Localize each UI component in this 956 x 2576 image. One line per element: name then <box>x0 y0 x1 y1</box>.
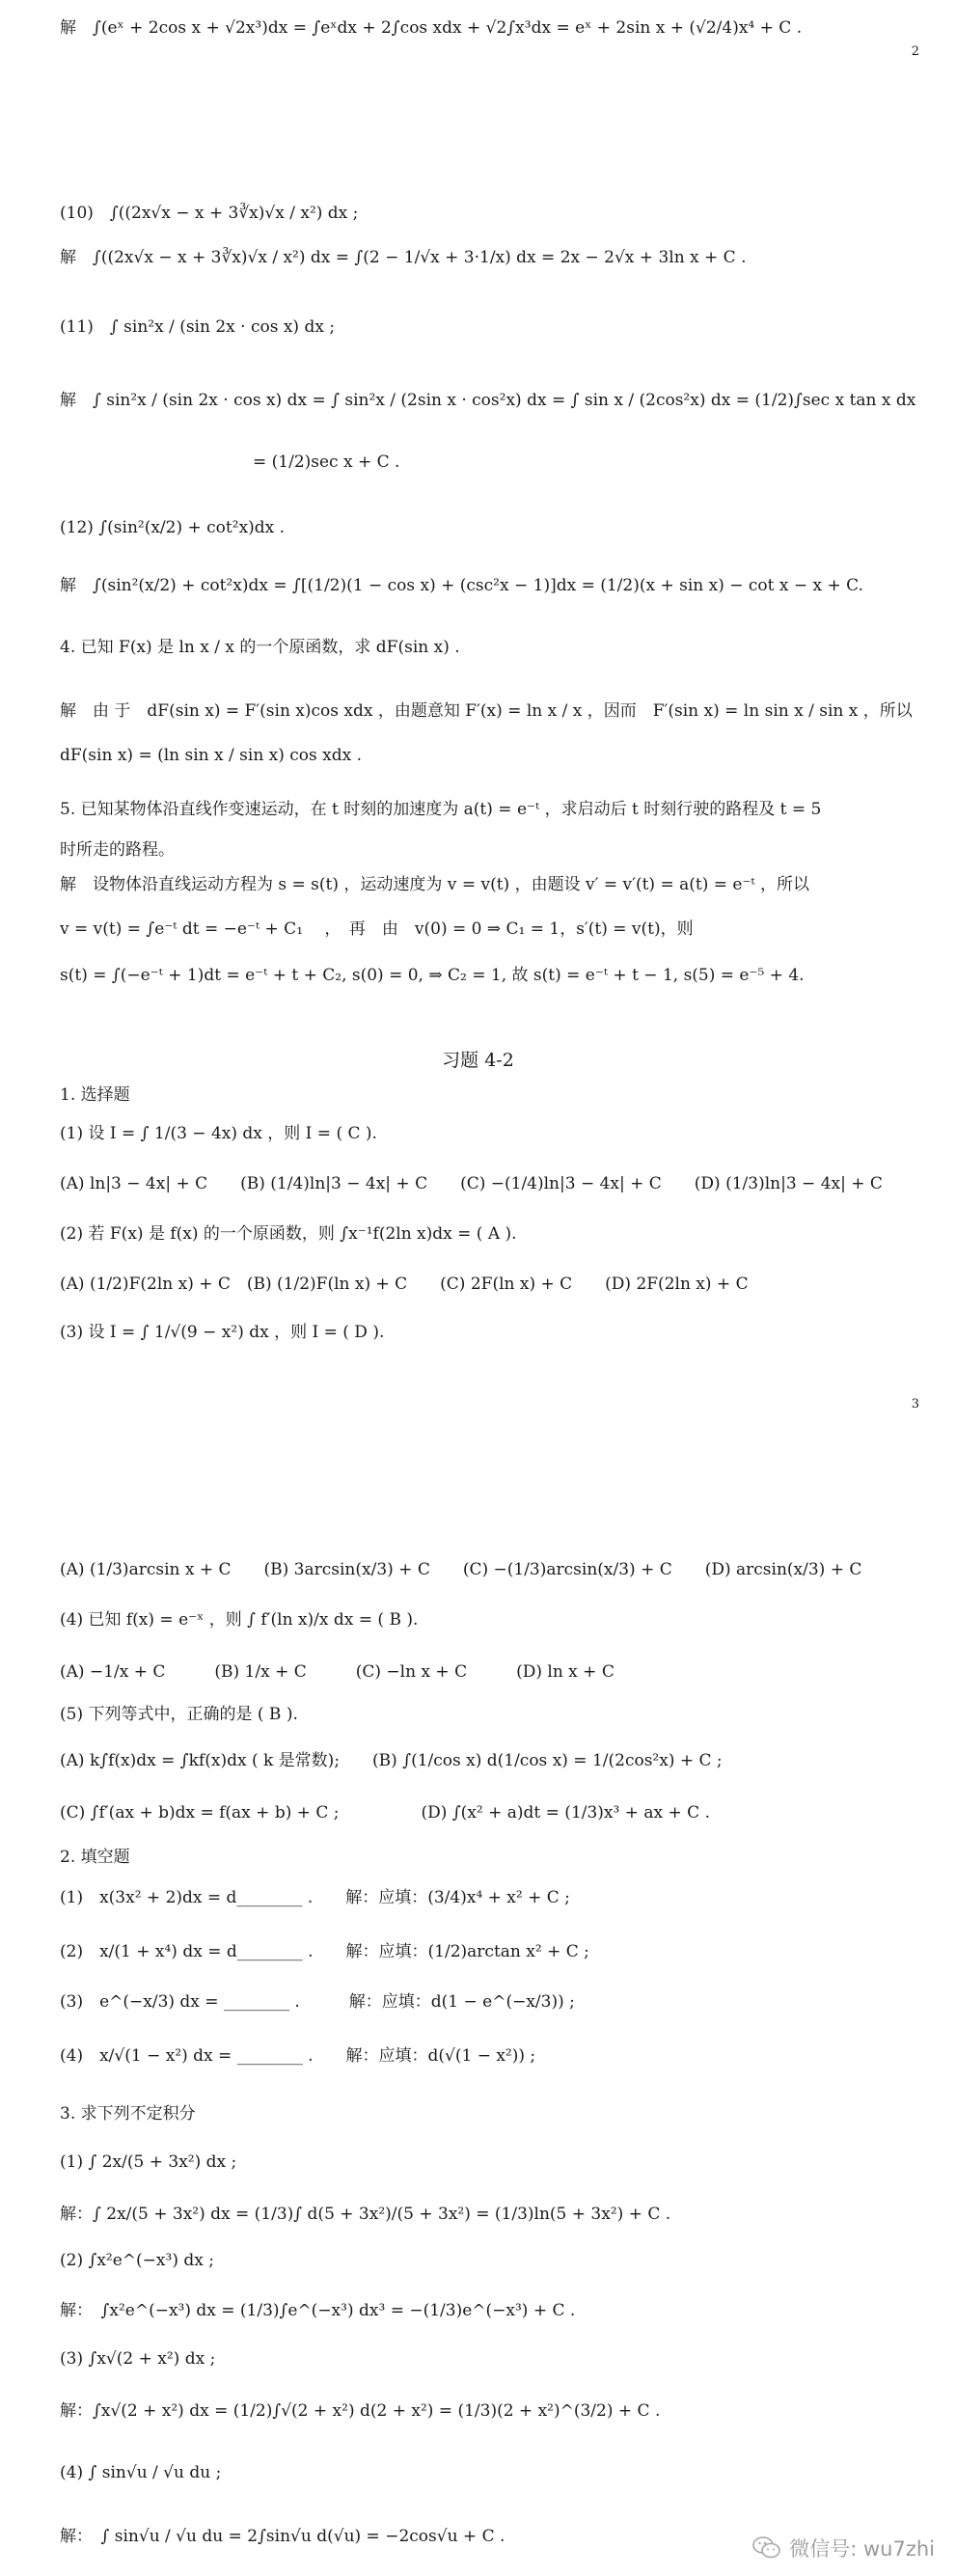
text-line: 解 ∫(eˣ + 2cos x + √2x³)dx = ∫eˣdx + 2∫cos xdx + √2∫x³dx = eˣ + 2sin x + (√2/4)x⁴ + C . <box>60 18 803 38</box>
text-line: 解 由 于 dF(sin x) = F′(sin x)cos xdx ，由题意知 F′(x) = ln x / x ，因而 F′(sin x) = ln sin x / sin x ，所以 <box>60 701 913 721</box>
text-line: 解： ∫x²e^(−x³) dx = (1/3)∫e^(−x³) dx³ = −(1/3)e^(−x³) + C . <box>60 2301 576 2320</box>
text-line: (3) 设 I = ∫ 1/√(9 − x²) dx ，则 I = ( D ). <box>60 1323 385 1342</box>
page-number: 2 <box>911 44 919 59</box>
text-line: (1) x(3x² + 2)dx = d________ . 解：应填：(3/4)x⁴ + x² + C ; <box>60 1888 570 1907</box>
text-line: 3. 求下列不定积分 <box>60 2104 196 2124</box>
wechat-icon <box>752 2535 781 2561</box>
section-title: 习题 4-2 <box>442 1050 514 1071</box>
text-line: (A) k∫f(x)dx = ∫kf(x)dx ( k 是常数); (B) ∫(1/cos x) d(1/cos x) = 1/(2cos²x) + C ; <box>60 1751 723 1770</box>
text-line: 解 设物体沿直线运动方程为 s = s(t) ，运动速度为 v = v(t) ，由题设 v′ = v′(t) = a(t) = e⁻ᵗ ，所以 <box>60 875 810 894</box>
text-line: 解 ∫ sin²x / (sin 2x · cos x) dx = ∫ sin²x / (2sin x · cos²x) dx = ∫ sin x / (2cos²x) dx = (1/2)∫sec x tan x dx <box>60 391 916 410</box>
page-number: 3 <box>911 1397 919 1411</box>
text-line: dF(sin x) = (ln sin x / sin x) cos xdx . <box>60 746 363 765</box>
text-line: = (1/2)sec x + C . <box>253 452 400 472</box>
text-line: (2) x/(1 + x⁴) dx = d________ . 解：应填：(1/2)arctan x² + C ; <box>60 1942 589 1961</box>
text-line: 1. 选择题 <box>60 1085 130 1105</box>
text-line: (A) (1/2)F(2ln x) + C (B) (1/2)F(ln x) + C (C) 2F(ln x) + C (D) 2F(2ln x) + C <box>60 1274 749 1294</box>
text-line: (4) 已知 f(x) = e⁻ˣ ，则 ∫ f′(ln x)/x dx = ( B ). <box>60 1610 419 1630</box>
watermark-label: 微信号: wu7zhi <box>789 2537 935 2561</box>
text-line: s(t) = ∫(−e⁻ᵗ + 1)dt = e⁻ᵗ + t + C₂, s(0) = 0, ⇒ C₂ = 1, 故 s(t) = e⁻ᵗ + t − 1, s(5) = e⁻⁵ + 4. <box>60 966 805 985</box>
text-line: 解 ∫((2x√x − x + 3∛x)√x / x²) dx = ∫(2 − 1/√x + 3·1/x) dx = 2x − 2√x + 3ln x + C . <box>60 248 747 267</box>
text-line: (5) 下列等式中，正确的是 ( B ). <box>60 1705 298 1724</box>
text-line: (2) ∫x²e^(−x³) dx ; <box>60 2251 214 2270</box>
text-line: (12) ∫(sin²(x/2) + cot²x)dx . <box>60 518 286 537</box>
text-line: (10) ∫((2x√x − x + 3∛x)√x / x²) dx ; <box>60 204 359 223</box>
text-line: (A) ln|3 − 4x| + C (B) (1/4)ln|3 − 4x| + C (C) −(1/4)ln|3 − 4x| + C (D) (1/3)ln|3 − 4x| + C <box>60 1174 883 1193</box>
text-line: 解：∫x√(2 + x²) dx = (1/2)∫√(2 + x²) d(2 + x²) = (1/3)(2 + x²)^(3/2) + C . <box>60 2401 661 2421</box>
text-line: v = v(t) = ∫e⁻ᵗ dt = −e⁻ᵗ + C₁ ， 再 由 v(0) = 0 ⇒ C₁ = 1，s′(t) = v(t)，则 <box>60 919 694 939</box>
text-line: 解 ∫(sin²(x/2) + cot²x)dx = ∫[(1/2)(1 − cos x) + (csc²x − 1)]dx = (1/2)(x + sin x) − cot x − x + C. <box>60 576 863 595</box>
text-line: (3) ∫x√(2 + x²) dx ; <box>60 2349 216 2369</box>
text-line: (3) e^(−x/3) dx = ________ . 解：应填：d(1 − e^(−x/3)) ; <box>60 1992 575 2012</box>
text-line: 解：∫ 2x/(5 + 3x²) dx = (1/3)∫ d(5 + 3x²)/(5 + 3x²) = (1/3)ln(5 + 3x²) + C . <box>60 2205 671 2224</box>
text-line: (4) ∫ sin√u / √u du ; <box>60 2463 222 2482</box>
text-line: (1) ∫ 2x/(5 + 3x²) dx ; <box>60 2152 237 2172</box>
text-line: (A) −1/x + C (B) 1/x + C (C) −ln x + C (D) ln x + C <box>60 1662 615 1682</box>
text-line: 时所走的路程。 <box>60 840 175 860</box>
text-line: (11) ∫ sin²x / (sin 2x · cos x) dx ; <box>60 317 336 337</box>
text-line: 2. 填空题 <box>60 1848 130 1867</box>
text-line: (2) 若 F(x) 是 f(x) 的一个原函数，则 ∫x⁻¹f(2ln x)dx = ( A ). <box>60 1224 517 1244</box>
text-line: 解： ∫ sin√u / √u du = 2∫sin√u d(√u) = −2cos√u + C . <box>60 2527 505 2546</box>
text-line: (4) x/√(1 − x²) dx = ________ . 解：应填：d(√(1 − x²)) ; <box>60 2046 536 2066</box>
text-line: 4. 已知 F(x) 是 ln x / x 的一个原函数，求 dF(sin x) . <box>60 638 460 657</box>
text-line: (A) (1/3)arcsin x + C (B) 3arcsin(x/3) + C (C) −(1/3)arcsin(x/3) + C (D) arcsin(x/3) + C <box>60 1560 862 1579</box>
text-line: 5. 已知某物体沿直线作变速运动，在 t 时刻的加速度为 a(t) = e⁻ᵗ ，求启动后 t 时刻行驶的路程及 t = 5 <box>60 800 822 819</box>
text-line: (C) ∫f′(ax + b)dx = f(ax + b) + C ; (D) ∫(x² + a)dt = (1/3)x³ + ax + C . <box>60 1803 710 1822</box>
text-line: (1) 设 I = ∫ 1/(3 − 4x) dx ，则 I = ( C ). <box>60 1124 377 1143</box>
watermark <box>752 2534 935 2562</box>
